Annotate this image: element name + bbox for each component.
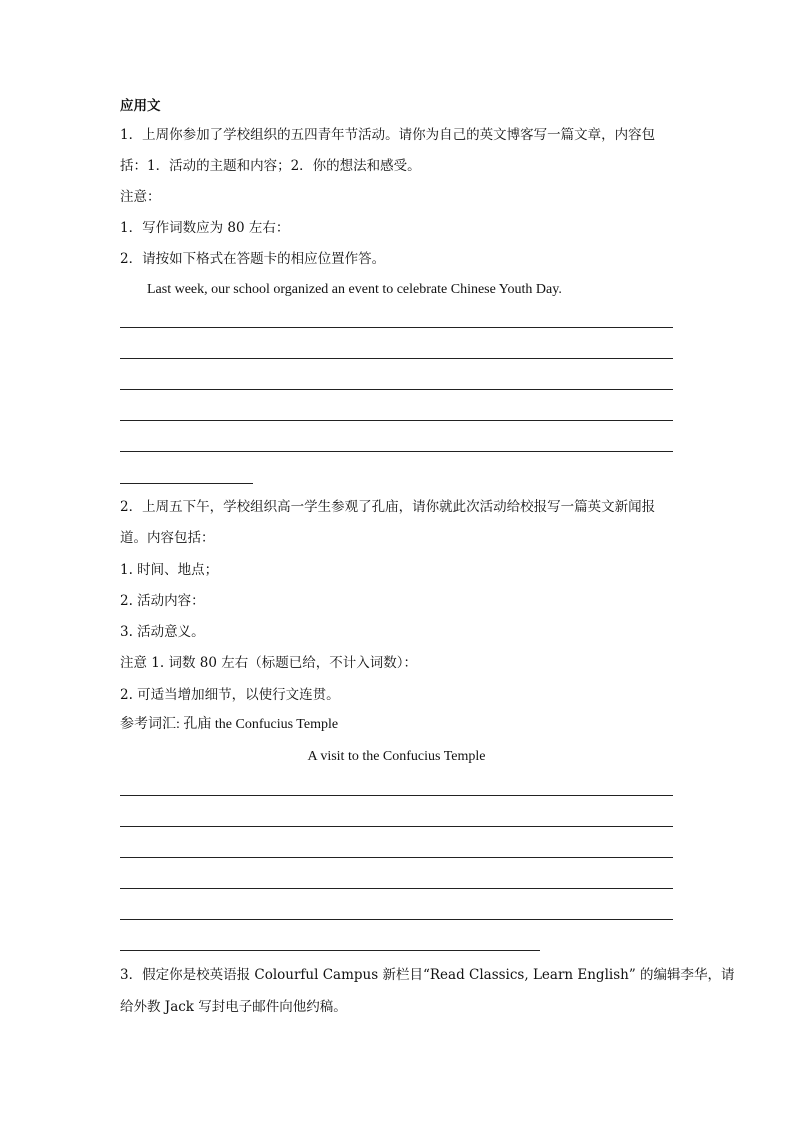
q2-prompt-line2: 道。内容包括： — [120, 530, 215, 546]
q1-answer-line-3 — [120, 389, 673, 390]
q1-note1: 1．写作词数应为 80 左右： — [120, 220, 290, 236]
q2-note2: 2. 可适当增加细节，以使行文连贯。 — [120, 687, 340, 703]
q3-prompt-line2: 给外教 Jack 写封电子邮件向他约稿。 — [120, 999, 347, 1015]
q1-answer-line-2 — [120, 358, 673, 359]
q1-answer-line-1 — [120, 327, 673, 328]
q1-opening-sentence: Last week, our school organized an event to celebrate Chinese Youth Day. — [147, 282, 562, 297]
q2-answer-line-6 — [120, 950, 540, 951]
q1-answer-line-4 — [120, 420, 673, 421]
q2-prompt-line1: 2．上周五下午，学校组织高一学生参观了孔庙，请你就此次活动给校报写一篇英文新闻报 — [120, 499, 656, 515]
q2-note1: 注意 1. 词数 80 左右（标题已给，不计入词数）： — [120, 655, 417, 671]
q1-prompt-line1: 1．上周你参加了学校组织的五四青年节活动。请你为自己的英文博客写一篇文章，内容包 — [120, 127, 656, 143]
q1-prompt-line2: 括：1．活动的主题和内容；2．你的想法和感受。 — [120, 158, 421, 174]
q1-answer-line-6 — [120, 483, 253, 484]
q2-answer-line-5 — [120, 919, 673, 920]
q2-vocab: 参考词汇: 孔庙 the Confucius Temple — [120, 717, 339, 732]
q2-answer-line-2 — [120, 826, 673, 827]
q1-note-label: 注意： — [120, 189, 161, 205]
q2-answer-line-1 — [120, 795, 673, 796]
q1-answer-line-5 — [120, 451, 673, 452]
q2-item1: 1. 时间、地点； — [120, 562, 219, 578]
section-title: 应用文 — [120, 98, 161, 114]
q2-answer-line-3 — [120, 857, 673, 858]
q1-note2: 2．请按如下格式在答题卡的相应位置作答。 — [120, 251, 386, 267]
q2-item3: 3. 活动意义。 — [120, 624, 205, 640]
q2-item2: 2. 活动内容： — [120, 593, 205, 609]
q2-essay-title: A visit to the Confucius Temple — [307, 749, 486, 764]
q2-answer-line-4 — [120, 888, 673, 889]
q3-prompt-line1: 3．假定你是校英语报 Colourful Campus 新栏目“Read Classics, Learn English” 的编辑李华，请 — [120, 967, 735, 983]
